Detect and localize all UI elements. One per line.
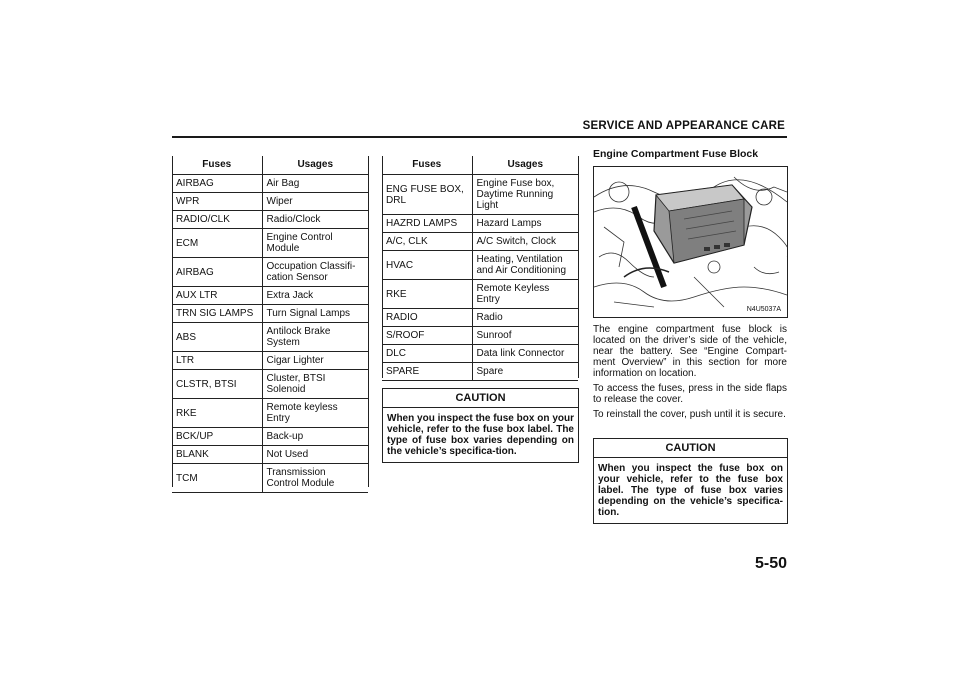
fuse-usage-cell: Engine Control Module xyxy=(262,229,368,258)
table-row xyxy=(172,193,368,211)
table-row xyxy=(382,175,578,215)
caution-text: When you inspect the fuse box on your vehicle, refer to the fuse box label. The type of fuse box varies depending on the vehicle’s specifica-tion. xyxy=(598,463,783,518)
fuse-usage-cell: Radio xyxy=(472,309,578,327)
fuse-table-middle xyxy=(382,156,578,381)
paragraph-reinstall: To reinstall the cover, push until it is secure. xyxy=(593,409,786,420)
fuse-name-cell: AIRBAG xyxy=(172,258,262,287)
engine-fuse-block-photo xyxy=(593,166,788,318)
caution-text: When you inspect the fuse box on your vehicle, refer to the fuse box label. The type of fuse box varies depending on the vehicle’s specifica-tion. xyxy=(387,413,574,457)
fuse-usage-cell: A/C Switch, Clock xyxy=(472,233,578,251)
fuse-usage-cell: Remote Keyless Entry xyxy=(472,280,578,309)
fuse-usage-cell: Not Used xyxy=(262,446,368,464)
table-row xyxy=(172,175,368,193)
fuse-name-cell: HVAC xyxy=(382,251,472,280)
fuse-name-cell: RADIO/CLK xyxy=(172,211,262,229)
header-usages: Usages xyxy=(472,156,578,175)
photo-code: N4U5037A xyxy=(746,306,781,313)
header-fuses: Fuses xyxy=(382,156,472,175)
fuse-usage-cell: Radio/Clock xyxy=(262,211,368,229)
caution-title: CAUTION xyxy=(383,389,578,408)
fuse-usage-cell: Turn Signal Lamps xyxy=(262,305,368,323)
table-row xyxy=(172,323,368,352)
table-row xyxy=(172,287,368,305)
table-row xyxy=(382,215,578,233)
page-number: 5-50 xyxy=(754,555,787,572)
fuse-usage-cell: Extra Jack xyxy=(262,287,368,305)
engine-bay-illustration xyxy=(594,167,787,317)
table-row xyxy=(172,428,368,446)
table-row xyxy=(382,251,578,280)
table-row xyxy=(172,229,368,258)
fuse-usage-cell: Sunroof xyxy=(472,327,578,345)
header-rule xyxy=(172,136,787,138)
table-row xyxy=(172,399,368,428)
table-row xyxy=(382,233,578,251)
fuse-name-cell: SPARE xyxy=(382,363,472,381)
table-row xyxy=(382,309,578,327)
fuse-table-left xyxy=(172,156,368,493)
fuse-table-middle-body xyxy=(382,175,578,381)
fuse-usage-cell: Hazard Lamps xyxy=(472,215,578,233)
table-row xyxy=(172,446,368,464)
fuse-name-cell: S/ROOF xyxy=(382,327,472,345)
header-usages: Usages xyxy=(262,156,368,175)
paragraph-location: The engine compartment fuse block is located on the driver’s side of the vehicle, near the battery. See “Engine Compart-ment Overview” in this section for more information on location. xyxy=(593,324,787,379)
fuse-name-cell: BLANK xyxy=(172,446,262,464)
fuse-name-cell: LTR xyxy=(172,352,262,370)
fuse-usage-cell: Occupation Classifi- cation Sensor xyxy=(262,258,368,287)
fuse-name-cell: WPR xyxy=(172,193,262,211)
caution-box-right xyxy=(593,438,788,524)
fuse-usage-cell: Data link Connector xyxy=(472,345,578,363)
fuse-name-cell: RADIO xyxy=(382,309,472,327)
table-row xyxy=(172,352,368,370)
fuse-name-cell: TCM xyxy=(172,464,262,493)
fuse-name-cell: RKE xyxy=(382,280,472,309)
section-header-title: SERVICE AND APPEARANCE CARE xyxy=(582,120,785,132)
fuse-usage-cell: Spare xyxy=(472,363,578,381)
fuse-usage-cell: Air Bag xyxy=(262,175,368,193)
fuse-name-cell: AIRBAG xyxy=(172,175,262,193)
paragraph-access: To access the fuses, press in the side flaps to release the cover. xyxy=(593,383,787,405)
section-heading: Engine Compartment Fuse Block xyxy=(593,148,759,160)
fuse-name-cell: HAZRD LAMPS xyxy=(382,215,472,233)
fuse-usage-cell: Back-up xyxy=(262,428,368,446)
fuse-table-left-body xyxy=(172,175,368,493)
fuse-name-cell: AUX LTR xyxy=(172,287,262,305)
fuse-name-cell: ABS xyxy=(172,323,262,352)
fuse-name-cell: DLC xyxy=(382,345,472,363)
table-row xyxy=(172,211,368,229)
fuse-name-cell: TRN SIG LAMPS xyxy=(172,305,262,323)
fuse-usage-cell: Remote keyless Entry xyxy=(262,399,368,428)
caution-title: CAUTION xyxy=(594,439,787,458)
fuse-name-cell: ENG FUSE BOX, DRL xyxy=(382,175,472,215)
fuse-name-cell: RKE xyxy=(172,399,262,428)
table-row xyxy=(382,345,578,363)
fuse-usage-cell: Antilock Brake System xyxy=(262,323,368,352)
table-row xyxy=(172,258,368,287)
fuse-usage-cell: Cluster, BTSI Solenoid xyxy=(262,370,368,399)
table-row xyxy=(172,370,368,399)
fuse-usage-cell: Heating, Ventilation and Air Conditioning xyxy=(472,251,578,280)
fuse-usage-cell: Engine Fuse box, Daytime Running Light xyxy=(472,175,578,215)
fuse-name-cell: A/C, CLK xyxy=(382,233,472,251)
header-fuses: Fuses xyxy=(172,156,262,175)
fuse-usage-cell: Cigar Lighter xyxy=(262,352,368,370)
table-row xyxy=(382,327,578,345)
fuse-usage-cell: Transmission Control Module xyxy=(262,464,368,493)
fuse-name-cell: CLSTR, BTSI xyxy=(172,370,262,399)
caution-box-middle xyxy=(382,388,579,463)
fuse-usage-cell: Wiper xyxy=(262,193,368,211)
table-row xyxy=(382,363,578,381)
table-row xyxy=(172,464,368,493)
table-row xyxy=(382,280,578,309)
table-row xyxy=(172,305,368,323)
fuse-name-cell: ECM xyxy=(172,229,262,258)
fuse-name-cell: BCK/UP xyxy=(172,428,262,446)
